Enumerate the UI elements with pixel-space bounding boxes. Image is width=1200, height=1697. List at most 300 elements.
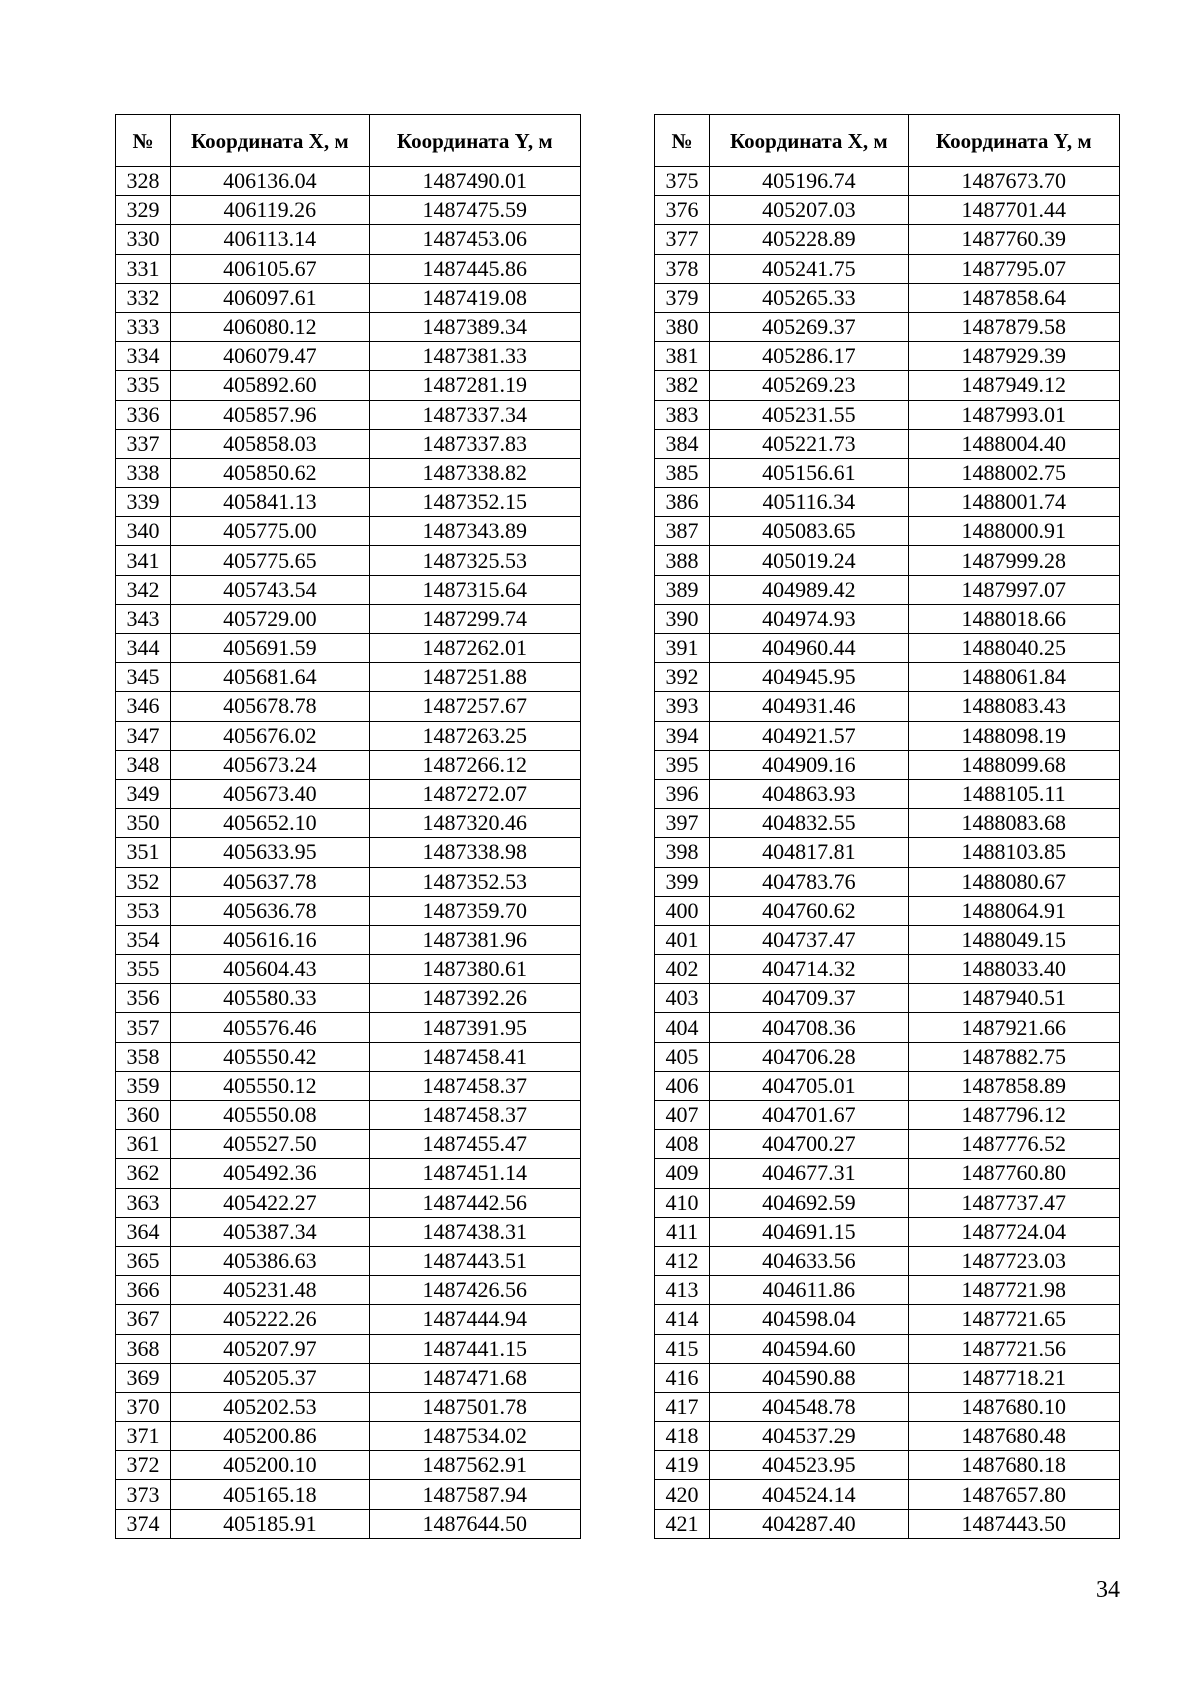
- cell-number: 401: [655, 925, 710, 954]
- cell-coordinate-x: 405550.08: [171, 1101, 369, 1130]
- cell-coordinate-x: 405241.75: [710, 254, 908, 283]
- cell-coordinate-x: 404705.01: [710, 1071, 908, 1100]
- cell-coordinate-x: 406097.61: [171, 283, 369, 312]
- cell-coordinate-y: 1488001.74: [908, 488, 1119, 517]
- cell-coordinate-x: 406105.67: [171, 254, 369, 283]
- cell-number: 348: [116, 750, 171, 779]
- cell-number: 420: [655, 1480, 710, 1509]
- cell-number: 332: [116, 283, 171, 312]
- cell-coordinate-x: 405676.02: [171, 721, 369, 750]
- table-row: [116, 634, 581, 663]
- cell-coordinate-x: 404706.28: [710, 1042, 908, 1071]
- cell-coordinate-x: 405200.10: [171, 1451, 369, 1480]
- cell-coordinate-x: 405550.42: [171, 1042, 369, 1071]
- cell-coordinate-x: 405892.60: [171, 371, 369, 400]
- cell-coordinate-x: 404590.88: [710, 1363, 908, 1392]
- cell-coordinate-y: 1488033.40: [908, 955, 1119, 984]
- table-row: [655, 779, 1120, 808]
- cell-coordinate-x: 405231.55: [710, 400, 908, 429]
- cell-coordinate-y: 1487352.53: [369, 867, 580, 896]
- cell-coordinate-y: 1487475.59: [369, 196, 580, 225]
- table-row: [655, 1217, 1120, 1246]
- table-row: [655, 1392, 1120, 1421]
- cell-number: 337: [116, 429, 171, 458]
- table-body: [116, 167, 581, 1539]
- table-row: [116, 312, 581, 341]
- cell-coordinate-y: 1487858.64: [908, 283, 1119, 312]
- cell-coordinate-x: 405841.13: [171, 488, 369, 517]
- cell-coordinate-y: 1487263.25: [369, 721, 580, 750]
- cell-number: 368: [116, 1334, 171, 1363]
- cell-coordinate-y: 1487281.19: [369, 371, 580, 400]
- cell-coordinate-x: 405202.53: [171, 1392, 369, 1421]
- cell-number: 336: [116, 400, 171, 429]
- table-row: [116, 750, 581, 779]
- cell-coordinate-y: 1487262.01: [369, 634, 580, 663]
- cell-coordinate-x: 405221.73: [710, 429, 908, 458]
- table-row: [655, 867, 1120, 896]
- table-row: [655, 1509, 1120, 1538]
- table-row: [655, 167, 1120, 196]
- cell-coordinate-x: 404701.67: [710, 1101, 908, 1130]
- cell-number: 375: [655, 167, 710, 196]
- table-row: [655, 1305, 1120, 1334]
- cell-coordinate-y: 1487929.39: [908, 342, 1119, 371]
- cell-coordinate-x: 404523.95: [710, 1451, 908, 1480]
- cell-number: 342: [116, 575, 171, 604]
- cell-number: 361: [116, 1130, 171, 1159]
- cell-coordinate-x: 405857.96: [171, 400, 369, 429]
- cell-coordinate-y: 1487921.66: [908, 1013, 1119, 1042]
- cell-number: 393: [655, 692, 710, 721]
- cell-coordinate-x: 405616.16: [171, 925, 369, 954]
- table-row: [655, 1130, 1120, 1159]
- cell-number: 351: [116, 838, 171, 867]
- table-row: [655, 1422, 1120, 1451]
- cell-number: 410: [655, 1188, 710, 1217]
- cell-coordinate-x: 404633.56: [710, 1246, 908, 1275]
- table-row: [116, 867, 581, 896]
- cell-coordinate-y: 1487445.86: [369, 254, 580, 283]
- cell-coordinate-y: 1487724.04: [908, 1217, 1119, 1246]
- table-row: [116, 458, 581, 487]
- cell-number: 343: [116, 604, 171, 633]
- cell-coordinate-x: 404709.37: [710, 984, 908, 1013]
- cell-coordinate-x: 405200.86: [171, 1422, 369, 1451]
- cell-coordinate-x: 406079.47: [171, 342, 369, 371]
- cell-coordinate-x: 404863.93: [710, 779, 908, 808]
- cell-coordinate-y: 1488105.11: [908, 779, 1119, 808]
- table-row: [116, 1305, 581, 1334]
- table-header-row: [116, 115, 581, 167]
- table-row: [655, 692, 1120, 721]
- cell-coordinate-x: 405775.00: [171, 517, 369, 546]
- table-row: [116, 896, 581, 925]
- table-row: [655, 663, 1120, 692]
- cell-coordinate-x: 406119.26: [171, 196, 369, 225]
- cell-coordinate-y: 1487442.56: [369, 1188, 580, 1217]
- cell-coordinate-x: 404974.93: [710, 604, 908, 633]
- table-row: [655, 546, 1120, 575]
- cell-number: 369: [116, 1363, 171, 1392]
- cell-coordinate-x: 405083.65: [710, 517, 908, 546]
- cell-number: 390: [655, 604, 710, 633]
- table-row: [116, 1013, 581, 1042]
- cell-coordinate-y: 1487338.98: [369, 838, 580, 867]
- cell-coordinate-x: 405286.17: [710, 342, 908, 371]
- cell-coordinate-y: 1487471.68: [369, 1363, 580, 1392]
- cell-coordinate-y: 1488080.67: [908, 867, 1119, 896]
- table-row: [116, 225, 581, 254]
- cell-number: 414: [655, 1305, 710, 1334]
- cell-coordinate-x: 405652.10: [171, 809, 369, 838]
- cell-coordinate-x: 404817.81: [710, 838, 908, 867]
- cell-coordinate-x: 404524.14: [710, 1480, 908, 1509]
- cell-number: 405: [655, 1042, 710, 1071]
- table-row: [655, 1042, 1120, 1071]
- table-row: [655, 1159, 1120, 1188]
- cell-coordinate-y: 1488002.75: [908, 458, 1119, 487]
- cell-number: 344: [116, 634, 171, 663]
- cell-coordinate-x: 405222.26: [171, 1305, 369, 1334]
- cell-number: 329: [116, 196, 171, 225]
- cell-number: 412: [655, 1246, 710, 1275]
- cell-number: 382: [655, 371, 710, 400]
- cell-coordinate-y: 1487882.75: [908, 1042, 1119, 1071]
- cell-number: 356: [116, 984, 171, 1013]
- cell-coordinate-x: 404945.95: [710, 663, 908, 692]
- cell-coordinate-x: 404989.42: [710, 575, 908, 604]
- table-row: [655, 1071, 1120, 1100]
- table-row: [655, 838, 1120, 867]
- cell-number: 359: [116, 1071, 171, 1100]
- cell-number: 367: [116, 1305, 171, 1334]
- cell-number: 403: [655, 984, 710, 1013]
- cell-number: 398: [655, 838, 710, 867]
- cell-number: 353: [116, 896, 171, 925]
- cell-coordinate-y: 1487320.46: [369, 809, 580, 838]
- cell-coordinate-y: 1488061.84: [908, 663, 1119, 692]
- table-row: [116, 1480, 581, 1509]
- cell-number: 388: [655, 546, 710, 575]
- cell-coordinate-x: 404611.86: [710, 1276, 908, 1305]
- cell-number: 358: [116, 1042, 171, 1071]
- table-row: [116, 984, 581, 1013]
- cell-coordinate-x: 404700.27: [710, 1130, 908, 1159]
- cell-coordinate-y: 1488083.43: [908, 692, 1119, 721]
- cell-coordinate-y: 1488098.19: [908, 721, 1119, 750]
- table-row: [116, 342, 581, 371]
- cell-coordinate-y: 1487680.10: [908, 1392, 1119, 1421]
- cell-number: 417: [655, 1392, 710, 1421]
- cell-coordinate-x: 404598.04: [710, 1305, 908, 1334]
- cell-coordinate-y: 1487949.12: [908, 371, 1119, 400]
- cell-number: 339: [116, 488, 171, 517]
- cell-number: 397: [655, 809, 710, 838]
- cell-number: 374: [116, 1509, 171, 1538]
- table-row: [116, 1071, 581, 1100]
- cell-number: 345: [116, 663, 171, 692]
- cell-coordinate-x: 405185.91: [171, 1509, 369, 1538]
- table-row: [116, 429, 581, 458]
- cell-coordinate-y: 1487723.03: [908, 1246, 1119, 1275]
- table-row: [655, 196, 1120, 225]
- cell-number: 363: [116, 1188, 171, 1217]
- cell-coordinate-x: 405228.89: [710, 225, 908, 254]
- cell-number: 334: [116, 342, 171, 371]
- table-row: [116, 1422, 581, 1451]
- table-row: [655, 896, 1120, 925]
- cell-number: 400: [655, 896, 710, 925]
- cell-coordinate-x: 405231.48: [171, 1276, 369, 1305]
- cell-coordinate-y: 1487337.34: [369, 400, 580, 429]
- cell-coordinate-x: 404594.60: [710, 1334, 908, 1363]
- cell-coordinate-x: 404832.55: [710, 809, 908, 838]
- cell-number: 379: [655, 283, 710, 312]
- cell-coordinate-x: 405269.37: [710, 312, 908, 341]
- cell-number: 341: [116, 546, 171, 575]
- cell-coordinate-x: 404537.29: [710, 1422, 908, 1451]
- table-row: [116, 1246, 581, 1275]
- cell-coordinate-x: 405580.33: [171, 984, 369, 1013]
- cell-coordinate-x: 404708.36: [710, 1013, 908, 1042]
- cell-coordinate-y: 1487458.41: [369, 1042, 580, 1071]
- cell-number: 333: [116, 312, 171, 341]
- cell-coordinate-y: 1487701.44: [908, 196, 1119, 225]
- cell-number: 370: [116, 1392, 171, 1421]
- cell-number: 338: [116, 458, 171, 487]
- cell-coordinate-x: 405422.27: [171, 1188, 369, 1217]
- header-coordinate-y: Координата Y, м: [908, 115, 1119, 167]
- table-row: [116, 575, 581, 604]
- cell-number: 349: [116, 779, 171, 808]
- cell-coordinate-x: 406113.14: [171, 225, 369, 254]
- table-row: [655, 1246, 1120, 1275]
- cell-number: 413: [655, 1276, 710, 1305]
- table-row: [116, 925, 581, 954]
- cell-number: 383: [655, 400, 710, 429]
- cell-coordinate-y: 1488000.91: [908, 517, 1119, 546]
- cell-coordinate-y: 1487673.70: [908, 167, 1119, 196]
- cell-coordinate-y: 1487443.50: [908, 1509, 1119, 1538]
- cell-coordinate-x: 405743.54: [171, 575, 369, 604]
- cell-coordinate-x: 405492.36: [171, 1159, 369, 1188]
- table-row: [116, 721, 581, 750]
- table-row: [655, 575, 1120, 604]
- cell-number: 366: [116, 1276, 171, 1305]
- table-row: [116, 546, 581, 575]
- cell-coordinate-y: 1487657.80: [908, 1480, 1119, 1509]
- cell-coordinate-y: 1487299.74: [369, 604, 580, 633]
- cell-coordinate-y: 1487272.07: [369, 779, 580, 808]
- table-row: [655, 254, 1120, 283]
- cell-coordinate-y: 1487338.82: [369, 458, 580, 487]
- cell-number: 409: [655, 1159, 710, 1188]
- cell-coordinate-x: 405196.74: [710, 167, 908, 196]
- cell-coordinate-y: 1487721.56: [908, 1334, 1119, 1363]
- table-row: [116, 254, 581, 283]
- cell-coordinate-x: 406080.12: [171, 312, 369, 341]
- table-row: [655, 225, 1120, 254]
- cell-coordinate-y: 1487490.01: [369, 167, 580, 196]
- cell-coordinate-y: 1487266.12: [369, 750, 580, 779]
- cell-coordinate-y: 1487315.64: [369, 575, 580, 604]
- cell-number: 381: [655, 342, 710, 371]
- table-row: [116, 838, 581, 867]
- table-row: [116, 1217, 581, 1246]
- page-number: 34: [1096, 1577, 1120, 1603]
- cell-coordinate-x: 406136.04: [171, 167, 369, 196]
- cell-coordinate-x: 405775.65: [171, 546, 369, 575]
- cell-coordinate-y: 1487419.08: [369, 283, 580, 312]
- table-row: [116, 1392, 581, 1421]
- cell-number: 392: [655, 663, 710, 692]
- table-row: [116, 1509, 581, 1538]
- cell-number: 365: [116, 1246, 171, 1275]
- header-coordinate-x: Координата Х, м: [171, 115, 369, 167]
- cell-coordinate-y: 1487352.15: [369, 488, 580, 517]
- table-row: [116, 371, 581, 400]
- cell-coordinate-x: 405387.34: [171, 1217, 369, 1246]
- cell-number: 396: [655, 779, 710, 808]
- cell-coordinate-x: 405550.12: [171, 1071, 369, 1100]
- cell-coordinate-x: 404931.46: [710, 692, 908, 721]
- cell-coordinate-y: 1487501.78: [369, 1392, 580, 1421]
- cell-coordinate-y: 1487391.95: [369, 1013, 580, 1042]
- cell-coordinate-x: 404548.78: [710, 1392, 908, 1421]
- table-row: [655, 312, 1120, 341]
- cell-coordinate-y: 1487455.47: [369, 1130, 580, 1159]
- table-row: [116, 488, 581, 517]
- table-row: [655, 750, 1120, 779]
- cell-coordinate-x: 405207.03: [710, 196, 908, 225]
- table-header-row: [655, 115, 1120, 167]
- table-row: [116, 400, 581, 429]
- cell-coordinate-x: 405636.78: [171, 896, 369, 925]
- cell-coordinate-y: 1488064.91: [908, 896, 1119, 925]
- cell-number: 378: [655, 254, 710, 283]
- cell-number: 408: [655, 1130, 710, 1159]
- cell-coordinate-x: 404737.47: [710, 925, 908, 954]
- cell-coordinate-x: 405604.43: [171, 955, 369, 984]
- table-row: [655, 721, 1120, 750]
- cell-coordinate-y: 1487251.88: [369, 663, 580, 692]
- table-row: [116, 1130, 581, 1159]
- table-row: [655, 400, 1120, 429]
- cell-number: 352: [116, 867, 171, 896]
- cell-coordinate-y: 1488103.85: [908, 838, 1119, 867]
- table-row: [655, 342, 1120, 371]
- cell-number: 407: [655, 1101, 710, 1130]
- table-row: [116, 196, 581, 225]
- table-row: [116, 692, 581, 721]
- cell-coordinate-y: 1487796.12: [908, 1101, 1119, 1130]
- cell-coordinate-y: 1487325.53: [369, 546, 580, 575]
- cell-number: 385: [655, 458, 710, 487]
- cell-number: 402: [655, 955, 710, 984]
- table-row: [116, 663, 581, 692]
- table-row: [116, 1334, 581, 1363]
- table-row: [116, 1159, 581, 1188]
- cell-coordinate-y: 1487458.37: [369, 1071, 580, 1100]
- cell-coordinate-y: 1487718.21: [908, 1363, 1119, 1392]
- cell-coordinate-y: 1488083.68: [908, 809, 1119, 838]
- cell-number: 372: [116, 1451, 171, 1480]
- cell-coordinate-y: 1488049.15: [908, 925, 1119, 954]
- cell-coordinate-y: 1487680.48: [908, 1422, 1119, 1451]
- cell-coordinate-x: 404783.76: [710, 867, 908, 896]
- cell-coordinate-x: 404760.62: [710, 896, 908, 925]
- cell-number: 421: [655, 1509, 710, 1538]
- cell-number: 373: [116, 1480, 171, 1509]
- table-row: [655, 488, 1120, 517]
- table-body: [655, 167, 1120, 1539]
- cell-coordinate-y: 1488004.40: [908, 429, 1119, 458]
- cell-coordinate-x: 405681.64: [171, 663, 369, 692]
- cell-coordinate-y: 1487680.18: [908, 1451, 1119, 1480]
- table-row: [116, 809, 581, 838]
- cell-number: 416: [655, 1363, 710, 1392]
- cell-number: 384: [655, 429, 710, 458]
- table-row: [655, 458, 1120, 487]
- cell-number: 362: [116, 1159, 171, 1188]
- table-row: [116, 167, 581, 196]
- table-row: [655, 1480, 1120, 1509]
- cell-coordinate-y: 1487587.94: [369, 1480, 580, 1509]
- cell-number: 395: [655, 750, 710, 779]
- cell-coordinate-y: 1487879.58: [908, 312, 1119, 341]
- cell-coordinate-y: 1487438.31: [369, 1217, 580, 1246]
- cell-number: 357: [116, 1013, 171, 1042]
- cell-number: 376: [655, 196, 710, 225]
- cell-number: 360: [116, 1101, 171, 1130]
- table-row: [116, 779, 581, 808]
- table-row: [116, 1101, 581, 1130]
- cell-number: 347: [116, 721, 171, 750]
- cell-coordinate-y: 1487453.06: [369, 225, 580, 254]
- table-row: [655, 1451, 1120, 1480]
- cell-coordinate-x: 405673.24: [171, 750, 369, 779]
- cell-number: 386: [655, 488, 710, 517]
- table-row: [655, 517, 1120, 546]
- table-row: [655, 1276, 1120, 1305]
- cell-coordinate-x: 404921.57: [710, 721, 908, 750]
- table-row: [655, 371, 1120, 400]
- header-coordinate-x: Координата Х, м: [710, 115, 908, 167]
- table-row: [116, 1363, 581, 1392]
- cell-coordinate-y: 1487458.37: [369, 1101, 580, 1130]
- cell-number: 387: [655, 517, 710, 546]
- cell-coordinate-y: 1487380.61: [369, 955, 580, 984]
- cell-coordinate-x: 405576.46: [171, 1013, 369, 1042]
- cell-number: 364: [116, 1217, 171, 1246]
- cell-coordinate-y: 1487795.07: [908, 254, 1119, 283]
- cell-coordinate-x: 405527.50: [171, 1130, 369, 1159]
- cell-coordinate-y: 1488099.68: [908, 750, 1119, 779]
- cell-number: 404: [655, 1013, 710, 1042]
- cell-coordinate-y: 1487940.51: [908, 984, 1119, 1013]
- cell-number: 415: [655, 1334, 710, 1363]
- cell-number: 328: [116, 167, 171, 196]
- cell-number: 380: [655, 312, 710, 341]
- table-row: [655, 925, 1120, 954]
- cell-coordinate-y: 1487737.47: [908, 1188, 1119, 1217]
- cell-coordinate-y: 1487562.91: [369, 1451, 580, 1480]
- table-row: [655, 1013, 1120, 1042]
- cell-coordinate-y: 1487443.51: [369, 1246, 580, 1275]
- coordinates-table-right: [654, 114, 1120, 1539]
- cell-number: 330: [116, 225, 171, 254]
